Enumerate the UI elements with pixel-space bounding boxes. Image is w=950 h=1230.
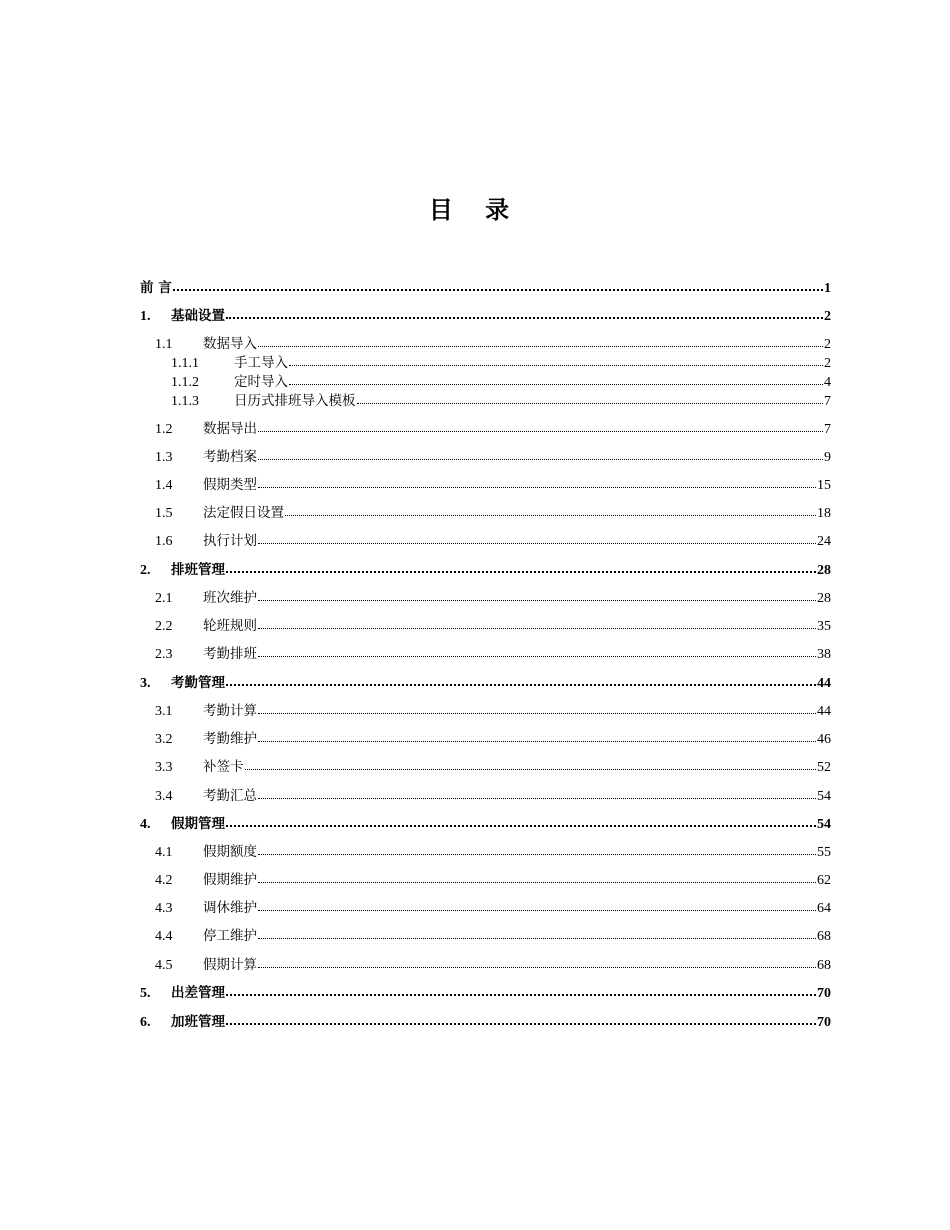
toc-dot-leader [258, 655, 816, 657]
toc-entry-page: 68 [817, 929, 831, 944]
toc-entry[interactable] [140, 815, 831, 834]
toc-entry[interactable] [155, 758, 831, 777]
toc-entry-number: 2. [140, 563, 151, 578]
toc-entry-number: 3.4 [155, 789, 173, 804]
toc-dot-leader [245, 768, 817, 770]
toc-entry[interactable] [155, 787, 831, 806]
toc-dot-leader [258, 627, 816, 629]
toc-entry-title: 轮班规则 [203, 618, 257, 634]
toc-dot-leader [226, 316, 823, 319]
toc-entry[interactable] [155, 730, 831, 749]
toc-entry-title: 日历式排班导入模板 [234, 393, 356, 409]
toc-entry-number: 1.4 [155, 478, 173, 493]
toc-entry[interactable] [155, 956, 831, 975]
toc-entry-title: 假期维护 [203, 872, 257, 888]
toc-dot-leader [289, 383, 823, 385]
toc-entry-number: 4.2 [155, 873, 173, 888]
toc-entry-number: 3.2 [155, 732, 173, 747]
toc-entry[interactable] [155, 504, 831, 523]
toc-dot-leader [357, 402, 824, 404]
toc-dot-leader [258, 712, 816, 714]
toc-entry-number: 2.3 [155, 647, 173, 662]
toc-entry[interactable] [171, 354, 831, 373]
toc-entry-number: 1.3 [155, 450, 173, 465]
toc-entry-number: 4.1 [155, 845, 173, 860]
toc-entry[interactable] [171, 392, 831, 411]
toc-entry-page: 62 [817, 873, 831, 888]
toc-entry[interactable] [140, 561, 831, 580]
toc-entry[interactable] [155, 899, 831, 918]
toc-entry[interactable] [155, 702, 831, 721]
toc-dot-leader [258, 430, 823, 432]
toc-entry-title: 调休维护 [203, 900, 257, 916]
toc-entry-page: 70 [817, 986, 831, 1001]
toc-entry-number: 前 言 [140, 280, 172, 296]
toc-entry-page: 1 [824, 281, 831, 296]
toc-entry-title: 停工维护 [203, 928, 257, 944]
toc-entry-title: 手工导入 [234, 355, 288, 371]
toc-entry-page: 7 [824, 394, 831, 409]
toc-entry[interactable] [155, 476, 831, 495]
toc-entry[interactable] [155, 589, 831, 608]
toc-entry[interactable] [140, 674, 831, 693]
toc-entry-number: 6. [140, 1015, 151, 1030]
toc-entry[interactable] [155, 871, 831, 890]
toc-entry-page: 24 [817, 534, 831, 549]
toc-dot-leader [285, 514, 816, 516]
toc-entry-title: 考勤排班 [203, 646, 257, 662]
toc-entry-title: 考勤维护 [203, 731, 257, 747]
toc-dot-leader [258, 937, 816, 939]
toc-entry-title: 法定假日设置 [203, 505, 284, 521]
toc-dot-leader [226, 993, 816, 996]
toc-entry[interactable] [140, 1013, 831, 1032]
toc-entry-page: 7 [824, 422, 831, 437]
toc-entry-title: 定时导入 [234, 374, 288, 390]
toc-entry-number: 4.3 [155, 901, 173, 916]
toc-entry[interactable] [140, 279, 831, 298]
toc-entry-number: 4. [140, 817, 151, 832]
toc-entry-title: 假期额度 [203, 844, 257, 860]
toc-entry-page: 44 [817, 676, 831, 691]
toc-entry-number: 5. [140, 986, 151, 1001]
toc-entry-title: 补签卡 [203, 759, 244, 775]
toc-entry-title: 出差管理 [171, 985, 225, 1001]
toc-entry-page: 55 [817, 845, 831, 860]
toc-dot-leader [258, 966, 816, 968]
toc-entry-title: 数据导入 [203, 336, 257, 352]
toc-entry-title: 数据导出 [203, 421, 257, 437]
toc-dot-leader [258, 486, 816, 488]
toc-entry-title: 假期类型 [203, 477, 257, 493]
toc-entry-title: 考勤管理 [171, 675, 225, 691]
toc-dot-leader [258, 853, 816, 855]
toc-entry-title: 班次维护 [203, 590, 257, 606]
toc-entry[interactable] [155, 927, 831, 946]
toc-entry-title: 执行计划 [203, 533, 257, 549]
toc-entry[interactable] [155, 448, 831, 467]
toc-entry-page: 28 [817, 591, 831, 606]
toc-dot-leader [258, 881, 816, 883]
toc-entry-number: 4.5 [155, 958, 173, 973]
toc-entry-number: 1.2 [155, 422, 173, 437]
toc-entry-number: 1.1.2 [171, 375, 199, 390]
toc-dot-leader [289, 364, 823, 366]
toc-entry-page: 38 [817, 647, 831, 662]
toc-dot-leader [258, 458, 823, 460]
toc-entry-title: 排班管理 [171, 562, 225, 578]
toc-entry[interactable] [155, 532, 831, 551]
toc-entry[interactable] [171, 373, 831, 392]
toc-entry-number: 3. [140, 676, 151, 691]
toc-entry-title: 假期计算 [203, 957, 257, 973]
toc-entry-page: 15 [817, 478, 831, 493]
toc-entry-number: 1.1.3 [171, 394, 199, 409]
toc-dot-leader [226, 683, 816, 686]
toc-entry-number: 1.1.1 [171, 356, 199, 371]
toc-entry-number: 3.3 [155, 760, 173, 775]
toc-entry-title: 考勤汇总 [203, 788, 257, 804]
toc-entry-page: 46 [817, 732, 831, 747]
toc-entry[interactable] [155, 645, 831, 664]
toc-dot-leader [226, 570, 816, 573]
toc-entry-number: 1.6 [155, 534, 173, 549]
toc-entry-number: 1. [140, 309, 151, 324]
toc-entry-page: 64 [817, 901, 831, 916]
toc-entry-page: 70 [817, 1015, 831, 1030]
toc-entry-page: 35 [817, 619, 831, 634]
toc-entry-page: 54 [817, 789, 831, 804]
toc-entry-title: 考勤档案 [203, 449, 257, 465]
toc-entry-page: 2 [824, 356, 831, 371]
toc-entry-number: 2.2 [155, 619, 173, 634]
toc-entry[interactable] [155, 335, 831, 354]
toc-dot-leader [258, 740, 816, 742]
toc-dot-leader [226, 824, 816, 827]
toc-entry-number: 3.1 [155, 704, 173, 719]
toc-dot-leader [258, 909, 816, 911]
toc-entry-title: 加班管理 [171, 1014, 225, 1030]
toc-entry-number: 1.1 [155, 337, 173, 352]
toc-dot-leader [258, 542, 816, 544]
toc-entry[interactable] [140, 984, 831, 1003]
toc-entry-page: 52 [817, 760, 831, 775]
toc-dot-leader [258, 797, 816, 799]
toc-entry-page: 2 [824, 337, 831, 352]
toc-entry-page: 44 [817, 704, 831, 719]
toc-entry-page: 54 [817, 817, 831, 832]
toc-entry[interactable] [155, 420, 831, 439]
toc-entry-number: 4.4 [155, 929, 173, 944]
toc-entry-page: 68 [817, 958, 831, 973]
toc-dot-leader [226, 1022, 816, 1025]
toc-entry[interactable] [155, 617, 831, 636]
toc-title: 目 录 [428, 196, 522, 224]
toc-entry-title: 基础设置 [171, 308, 225, 324]
toc-entry-page: 4 [824, 375, 831, 390]
toc-entry-page: 2 [824, 309, 831, 324]
toc-entry-number: 1.5 [155, 506, 173, 521]
toc-dot-leader [258, 599, 816, 601]
toc-entry-page: 9 [824, 450, 831, 465]
toc-entry-title: 假期管理 [171, 816, 225, 832]
toc-entry-page: 18 [817, 506, 831, 521]
toc-entry-page: 28 [817, 563, 831, 578]
toc-entry[interactable] [155, 843, 831, 862]
toc-dot-leader [173, 288, 823, 291]
toc-entry[interactable] [140, 307, 831, 326]
toc-dot-leader [258, 345, 823, 347]
toc-entry-number: 2.1 [155, 591, 173, 606]
toc-entry-title: 考勤计算 [203, 703, 257, 719]
